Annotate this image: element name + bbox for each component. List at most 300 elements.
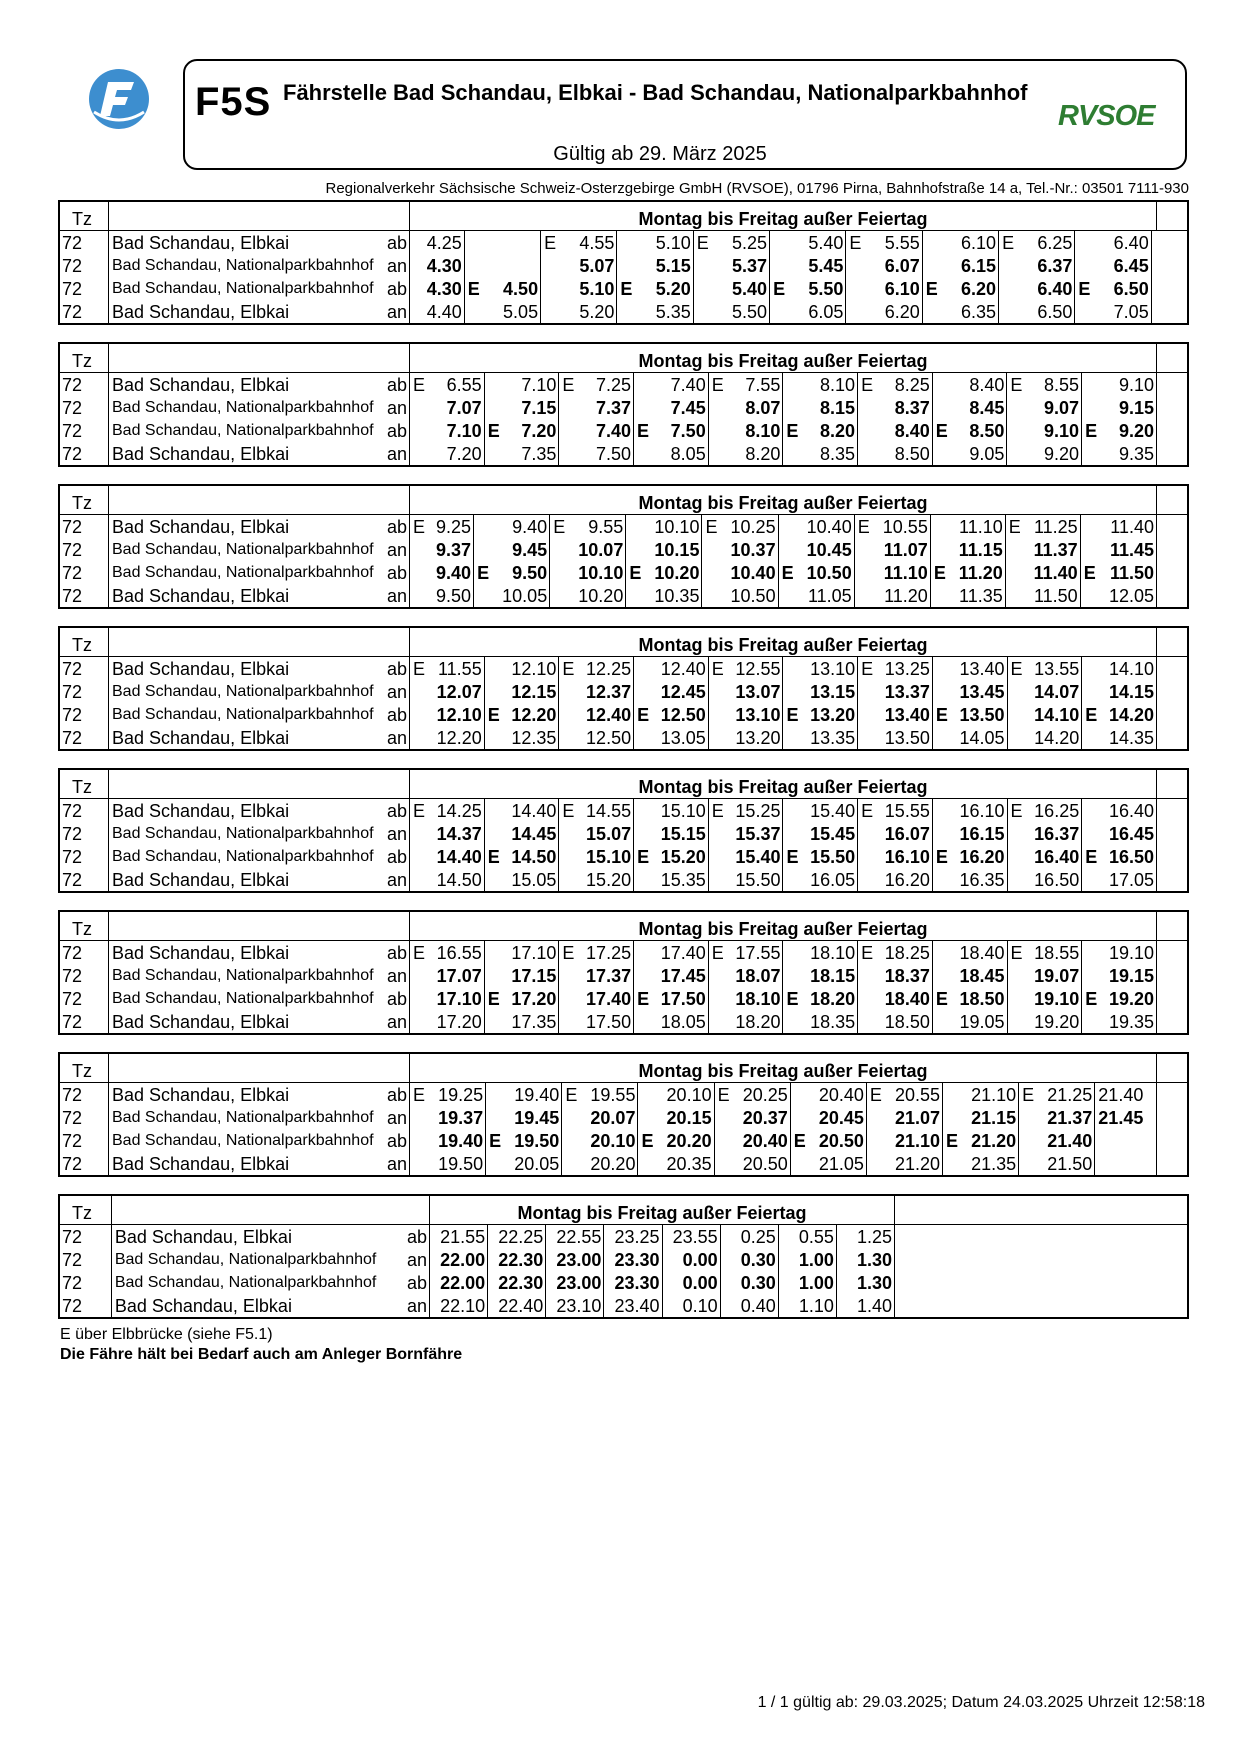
timetable-block (58, 626, 1189, 751)
route-flag (464, 300, 486, 324)
time-cell: 14.40 (503, 799, 559, 823)
time-cell: 14.45 (503, 822, 559, 845)
time-cell: 9.50 (492, 561, 549, 584)
route-flag (846, 277, 868, 300)
time-cell: 20.15 (657, 1106, 714, 1129)
route-flag (634, 1010, 652, 1034)
header-blank (109, 911, 410, 941)
timetable-row (59, 1152, 1188, 1176)
time-cell: 14.07 (1025, 680, 1081, 703)
tz-cell: 72 (59, 1129, 109, 1152)
blank-cell (1157, 941, 1189, 965)
time-cell: 9.37 (428, 538, 473, 561)
time-cell: 13.40 (876, 703, 932, 726)
timetable-block (58, 1194, 1189, 1319)
route-flag (559, 845, 577, 868)
route-flag: E (413, 1084, 426, 1105)
time-cell: 10.35 (645, 584, 702, 608)
route-flag (410, 419, 432, 442)
time-cell: 16.40 (1100, 799, 1156, 823)
route-flag (1007, 419, 1029, 442)
time-cell: 10.50 (797, 561, 854, 584)
time-cell: 19.10 (1100, 941, 1156, 965)
route-flag: E (935, 420, 948, 441)
route-flag (562, 1152, 581, 1176)
route-flag: E (487, 988, 500, 1009)
time-cell: 20.40 (733, 1129, 790, 1152)
time-cell: 8.10 (805, 373, 858, 397)
time-cell: 22.00 (430, 1271, 488, 1294)
route-flag (634, 396, 656, 419)
route-flag (1075, 254, 1097, 277)
tz-cell: 72 (59, 987, 109, 1010)
rvsoe-logo: RVSOE (1058, 100, 1155, 132)
timetable-row (59, 964, 1188, 987)
route-flag (486, 1152, 505, 1176)
time-cell: 12.25 (577, 657, 633, 681)
route-flag: E (553, 516, 566, 537)
route-flag (866, 1106, 885, 1129)
arrival-departure-type: an (387, 964, 410, 987)
time-cell: 5.40 (716, 277, 770, 300)
route-flag (932, 941, 950, 965)
route-flag (484, 799, 502, 823)
time-cell: 18.40 (951, 941, 1007, 965)
time-cell: 6.55 (431, 373, 484, 397)
tz-cell: 72 (59, 538, 109, 561)
time-cell: 19.20 (1100, 987, 1156, 1010)
route-flag (559, 703, 577, 726)
arrival-departure-type: ab (387, 941, 410, 965)
route-flag: E (711, 942, 724, 963)
time-cell: 21.55 (430, 1225, 488, 1249)
time-cell: 9.20 (1103, 419, 1156, 442)
route-flag (783, 442, 805, 466)
blank-cell (1157, 868, 1189, 892)
time-cell: 18.20 (801, 987, 857, 1010)
time-cell: 9.40 (492, 515, 549, 539)
tz-cell: 72 (59, 868, 109, 892)
time-cell: 23.00 (546, 1271, 604, 1294)
time-cell: 10.45 (797, 538, 854, 561)
time-cell: 9.50 (428, 584, 473, 608)
stop-name: Bad Schandau, Elbkai (114, 1295, 292, 1316)
time-cell: 20.20 (657, 1129, 714, 1152)
time-cell (487, 231, 541, 255)
time-cell (487, 254, 541, 277)
time-cell: 7.20 (431, 442, 484, 466)
time-cell: 19.20 (1025, 1010, 1081, 1034)
timetable-block (58, 910, 1189, 1035)
tz-header: Tz (59, 627, 109, 657)
stop-name: Bad Schandau, Elbkai (112, 800, 290, 821)
route-flag: E (861, 942, 874, 963)
route-flag: E (857, 516, 870, 537)
route-flag: E (413, 374, 426, 395)
tz-cell: 72 (59, 231, 109, 255)
route-flag: E (544, 232, 557, 253)
timetable-row (59, 822, 1188, 845)
time-cell: 11.35 (949, 584, 1005, 608)
route-flag: E (413, 516, 426, 537)
arrival-departure-type: an (387, 680, 410, 703)
time-cell: 11.20 (949, 561, 1005, 584)
time-cell: 10.20 (645, 561, 702, 584)
blank-cell (895, 1248, 1188, 1271)
arrival-departure-type: an (387, 538, 410, 561)
day-type-header: Montag bis Freitag außer Feiertag (410, 627, 1157, 657)
route-flag (484, 1010, 502, 1034)
route-flag (541, 300, 563, 324)
page-footer: 1 / 1 gültig ab: 29.03.2025; Datum 24.03.2025 Uhrzeit 12:58:18 (757, 1694, 1205, 1711)
line-code: F5S (195, 80, 272, 124)
route-flag (410, 1152, 429, 1176)
route-flag: E (1085, 988, 1098, 1009)
route-flag (410, 726, 428, 750)
time-cell: 17.05 (1100, 868, 1156, 892)
route-flag (1007, 396, 1029, 419)
route-flag (783, 657, 801, 681)
time-cell: 12.55 (727, 657, 783, 681)
arrival-departure-type: ab (387, 561, 410, 584)
time-cell: 21.25 (1037, 1083, 1094, 1107)
route-flag (550, 538, 569, 561)
route-flag (410, 680, 428, 703)
route-flag: E (487, 846, 500, 867)
tz-cell: 72 (59, 300, 109, 324)
route-flag: E (925, 278, 938, 299)
route-flag (854, 538, 873, 561)
time-cell: 18.10 (727, 987, 783, 1010)
route-flag (783, 726, 801, 750)
time-cell: 15.50 (727, 868, 783, 892)
route-flag (559, 680, 577, 703)
time-cell: 5.10 (639, 231, 693, 255)
route-flag (617, 300, 639, 324)
time-cell: 11.40 (1099, 515, 1157, 539)
time-cell: 12.05 (1099, 584, 1157, 608)
blank-cell (1157, 987, 1189, 1010)
time-cell: 5.20 (563, 300, 617, 324)
route-flag (858, 845, 876, 868)
timetable-row (59, 1106, 1188, 1129)
day-type-header: Montag bis Freitag außer Feiertag (410, 343, 1157, 373)
time-cell: 14.10 (1100, 657, 1156, 681)
blank-cell (1157, 1106, 1189, 1129)
blank-cell (1157, 373, 1189, 397)
route-flag (858, 703, 876, 726)
stop-name: Bad Schandau, Elbkai (112, 585, 290, 606)
route-flag (550, 584, 569, 608)
route-flag (410, 822, 428, 845)
route-flag (783, 396, 805, 419)
route-flag (783, 941, 801, 965)
time-cell: 20.50 (809, 1129, 866, 1152)
time-cell: 21.15 (961, 1106, 1018, 1129)
time-cell: 22.40 (488, 1294, 546, 1318)
route-flag: E (1002, 232, 1015, 253)
time-cell: 0.55 (778, 1225, 836, 1249)
time-cell: 14.05 (951, 726, 1007, 750)
route-flag (932, 657, 950, 681)
header-blank (109, 201, 410, 231)
arrival-departure-type: ab (387, 419, 410, 442)
arrival-departure-type: ab (406, 1271, 430, 1294)
route-flag (932, 868, 950, 892)
route-flag (778, 515, 797, 539)
time-cell: 19.40 (428, 1129, 485, 1152)
arrival-departure-type: an (387, 584, 410, 608)
route-flag: E (637, 420, 650, 441)
arrival-departure-type: an (387, 1152, 410, 1176)
time-cell: 6.25 (1021, 231, 1075, 255)
time-cell: 7.40 (655, 373, 708, 397)
arrival-departure-type: an (387, 726, 410, 750)
timetable-row (59, 515, 1188, 539)
time-cell: 5.50 (792, 277, 846, 300)
route-flag (783, 373, 805, 397)
time-cell: 1.30 (836, 1248, 894, 1271)
time-cell: 18.35 (801, 1010, 857, 1034)
time-cell: 15.40 (801, 799, 857, 823)
time-cell: 19.37 (428, 1106, 485, 1129)
tz-cell: 72 (59, 964, 109, 987)
timetable-row (59, 1129, 1188, 1152)
arrival-departure-type: an (387, 300, 410, 324)
route-flag (484, 396, 506, 419)
route-flag (559, 442, 581, 466)
route-flag (943, 1152, 962, 1176)
route-flag (634, 726, 652, 750)
time-cell: 7.10 (506, 373, 559, 397)
tz-cell: 72 (59, 1106, 109, 1129)
route-flag (930, 538, 949, 561)
time-cell: 4.30 (410, 277, 465, 300)
route-flag (1095, 1152, 1154, 1176)
tz-cell: 72 (59, 584, 109, 608)
time-cell: 13.35 (801, 726, 857, 750)
route-flag (708, 845, 726, 868)
arrival-departure-type: ab (387, 799, 410, 823)
route-flag (922, 231, 944, 255)
time-cell: 11.20 (873, 584, 930, 608)
stop-name: Bad Schandau, Nationalparkbahnhof (112, 989, 374, 1007)
time-cell: 12.45 (652, 680, 708, 703)
timetable-row (59, 657, 1188, 681)
route-flag: E (935, 704, 948, 725)
route-flag: E (629, 562, 642, 583)
time-cell: 11.07 (873, 538, 930, 561)
time-cell: 10.25 (721, 515, 778, 539)
time-cell: 16.20 (951, 845, 1007, 868)
stop-name: Bad Schandau, Elbkai (112, 1011, 290, 1032)
route-flag (634, 442, 656, 466)
route-flag (559, 726, 577, 750)
timetable-row (59, 726, 1188, 750)
time-cell: 17.35 (503, 1010, 559, 1034)
tz-cell: 72 (59, 1010, 109, 1034)
timetable-row (59, 277, 1188, 300)
time-cell: 0.30 (720, 1271, 778, 1294)
arrival-departure-type: an (387, 1106, 410, 1129)
route-flag (930, 584, 949, 608)
time-cell: 0.40 (720, 1294, 778, 1318)
route-flag (484, 822, 502, 845)
route-flag (783, 680, 801, 703)
time-cell: 21.10 (961, 1083, 1018, 1107)
blank-cell (1157, 485, 1189, 515)
time-cell: 12.40 (652, 657, 708, 681)
header-blank (109, 343, 410, 373)
route-flag (932, 799, 950, 823)
blank-cell (1157, 231, 1189, 255)
tz-header: Tz (59, 485, 109, 515)
route-flag: E (620, 278, 633, 299)
route-flag (783, 822, 801, 845)
timetable-block (58, 1052, 1189, 1177)
time-cell: 6.20 (868, 300, 922, 324)
route-flag: E (489, 1130, 502, 1151)
time-cell: 15.50 (801, 845, 857, 868)
arrival-departure-type: an (406, 1294, 430, 1318)
route-flag (559, 419, 581, 442)
time-cell: 8.25 (879, 373, 932, 397)
route-flag (922, 254, 944, 277)
tz-cell: 72 (59, 419, 109, 442)
time-cell: 10.50 (721, 584, 778, 608)
time-cell: 8.40 (954, 373, 1007, 397)
route-flag (410, 396, 432, 419)
blank-cell (895, 1294, 1188, 1318)
blank-cell (1157, 680, 1189, 703)
route-flag (410, 964, 428, 987)
route-flag (1075, 231, 1097, 255)
time-cell: 12.50 (577, 726, 633, 750)
time-cell: 13.10 (801, 657, 857, 681)
route-flag (858, 1010, 876, 1034)
time-cell: 20.50 (733, 1152, 790, 1176)
time-cell: 10.10 (568, 561, 625, 584)
route-flag (474, 584, 493, 608)
arrival-departure-type: ab (387, 703, 410, 726)
route-flag (541, 254, 563, 277)
time-cell: 19.45 (504, 1106, 561, 1129)
time-cell: 8.20 (805, 419, 858, 442)
timetable-row (59, 254, 1188, 277)
route-flag (866, 1129, 885, 1152)
tz-cell: 72 (59, 515, 109, 539)
time-cell: 14.50 (503, 845, 559, 868)
route-flag (1082, 799, 1100, 823)
route-flag: E (869, 1084, 882, 1105)
route-flag (464, 254, 486, 277)
route-flag (541, 277, 563, 300)
tz-cell: 72 (59, 1248, 111, 1271)
route-flag: E (413, 942, 426, 963)
route-flag: E (793, 1130, 806, 1151)
time-cell: 18.55 (1025, 941, 1081, 965)
timetable-block (58, 342, 1189, 467)
time-cell: 5.40 (792, 231, 846, 255)
route-flag (1082, 822, 1100, 845)
header-blank (111, 1195, 429, 1225)
blank-cell (1157, 703, 1189, 726)
route-flag (770, 300, 792, 324)
route-flag (858, 868, 876, 892)
route-flag: E (413, 800, 426, 821)
time-cell: 16.07 (876, 822, 932, 845)
stop-name: Bad Schandau, Nationalparkbahnhof (112, 398, 374, 416)
route-flag (783, 1010, 801, 1034)
route-flag: E (935, 846, 948, 867)
stop-name: Bad Schandau, Elbkai (112, 1084, 290, 1105)
time-cell: 19.50 (428, 1152, 485, 1176)
route-flag (708, 964, 726, 987)
time-cell: 18.25 (876, 941, 932, 965)
time-cell: 23.55 (662, 1225, 720, 1249)
time-cell: 6.15 (945, 254, 999, 277)
time-cell: 16.40 (1025, 845, 1081, 868)
time-cell: 20.10 (657, 1083, 714, 1107)
tz-cell: 72 (59, 1083, 109, 1107)
route-flag (1007, 822, 1025, 845)
time-cell: 14.20 (1100, 703, 1156, 726)
time-cell: 12.20 (428, 726, 484, 750)
footnote-ferry: Die Fähre hält bei Bedarf auch am Anleger Bornfähre (60, 1346, 463, 1363)
time-cell: 12.15 (503, 680, 559, 703)
time-cell: 10.05 (492, 584, 549, 608)
route-flag: E (413, 658, 426, 679)
tz-cell: 72 (59, 1294, 111, 1318)
route-flag (1082, 941, 1100, 965)
time-cell: 5.10 (563, 277, 617, 300)
time-cell: 19.10 (1025, 987, 1081, 1010)
timetable-row (59, 1271, 1188, 1294)
time-cell: 8.35 (805, 442, 858, 466)
timetable-row (59, 300, 1188, 324)
time-cell: 18.50 (951, 987, 1007, 1010)
route-flag (858, 822, 876, 845)
route-flag (943, 1083, 962, 1107)
route-flag (708, 680, 726, 703)
blank-cell (1157, 300, 1189, 324)
time-cell: 7.10 (431, 419, 484, 442)
route-flag (626, 584, 645, 608)
route-flag: E (711, 374, 724, 395)
route-flag: E (565, 1084, 578, 1105)
blank-cell (1157, 561, 1189, 584)
time-cell: 16.55 (428, 941, 484, 965)
time-cell: 10.40 (797, 515, 854, 539)
time-cell: 9.25 (428, 515, 473, 539)
header-blank (109, 485, 410, 515)
time-cell: 10.10 (645, 515, 702, 539)
time-cell: 21.37 (1037, 1106, 1094, 1129)
route-flag (708, 726, 726, 750)
time-cell: 9.55 (568, 515, 625, 539)
time-cell: 7.15 (506, 396, 559, 419)
time-cell: 12.10 (428, 703, 484, 726)
route-flag (410, 584, 429, 608)
route-flag: E (1078, 278, 1091, 299)
time-cell: 14.10 (1025, 703, 1081, 726)
stop-name: Bad Schandau, Elbkai (112, 1153, 290, 1174)
time-cell: 7.25 (581, 373, 634, 397)
time-cell: 23.30 (604, 1271, 662, 1294)
timetable-row (59, 868, 1188, 892)
blank-cell (1157, 964, 1189, 987)
arrival-departure-type: ab (387, 231, 410, 255)
